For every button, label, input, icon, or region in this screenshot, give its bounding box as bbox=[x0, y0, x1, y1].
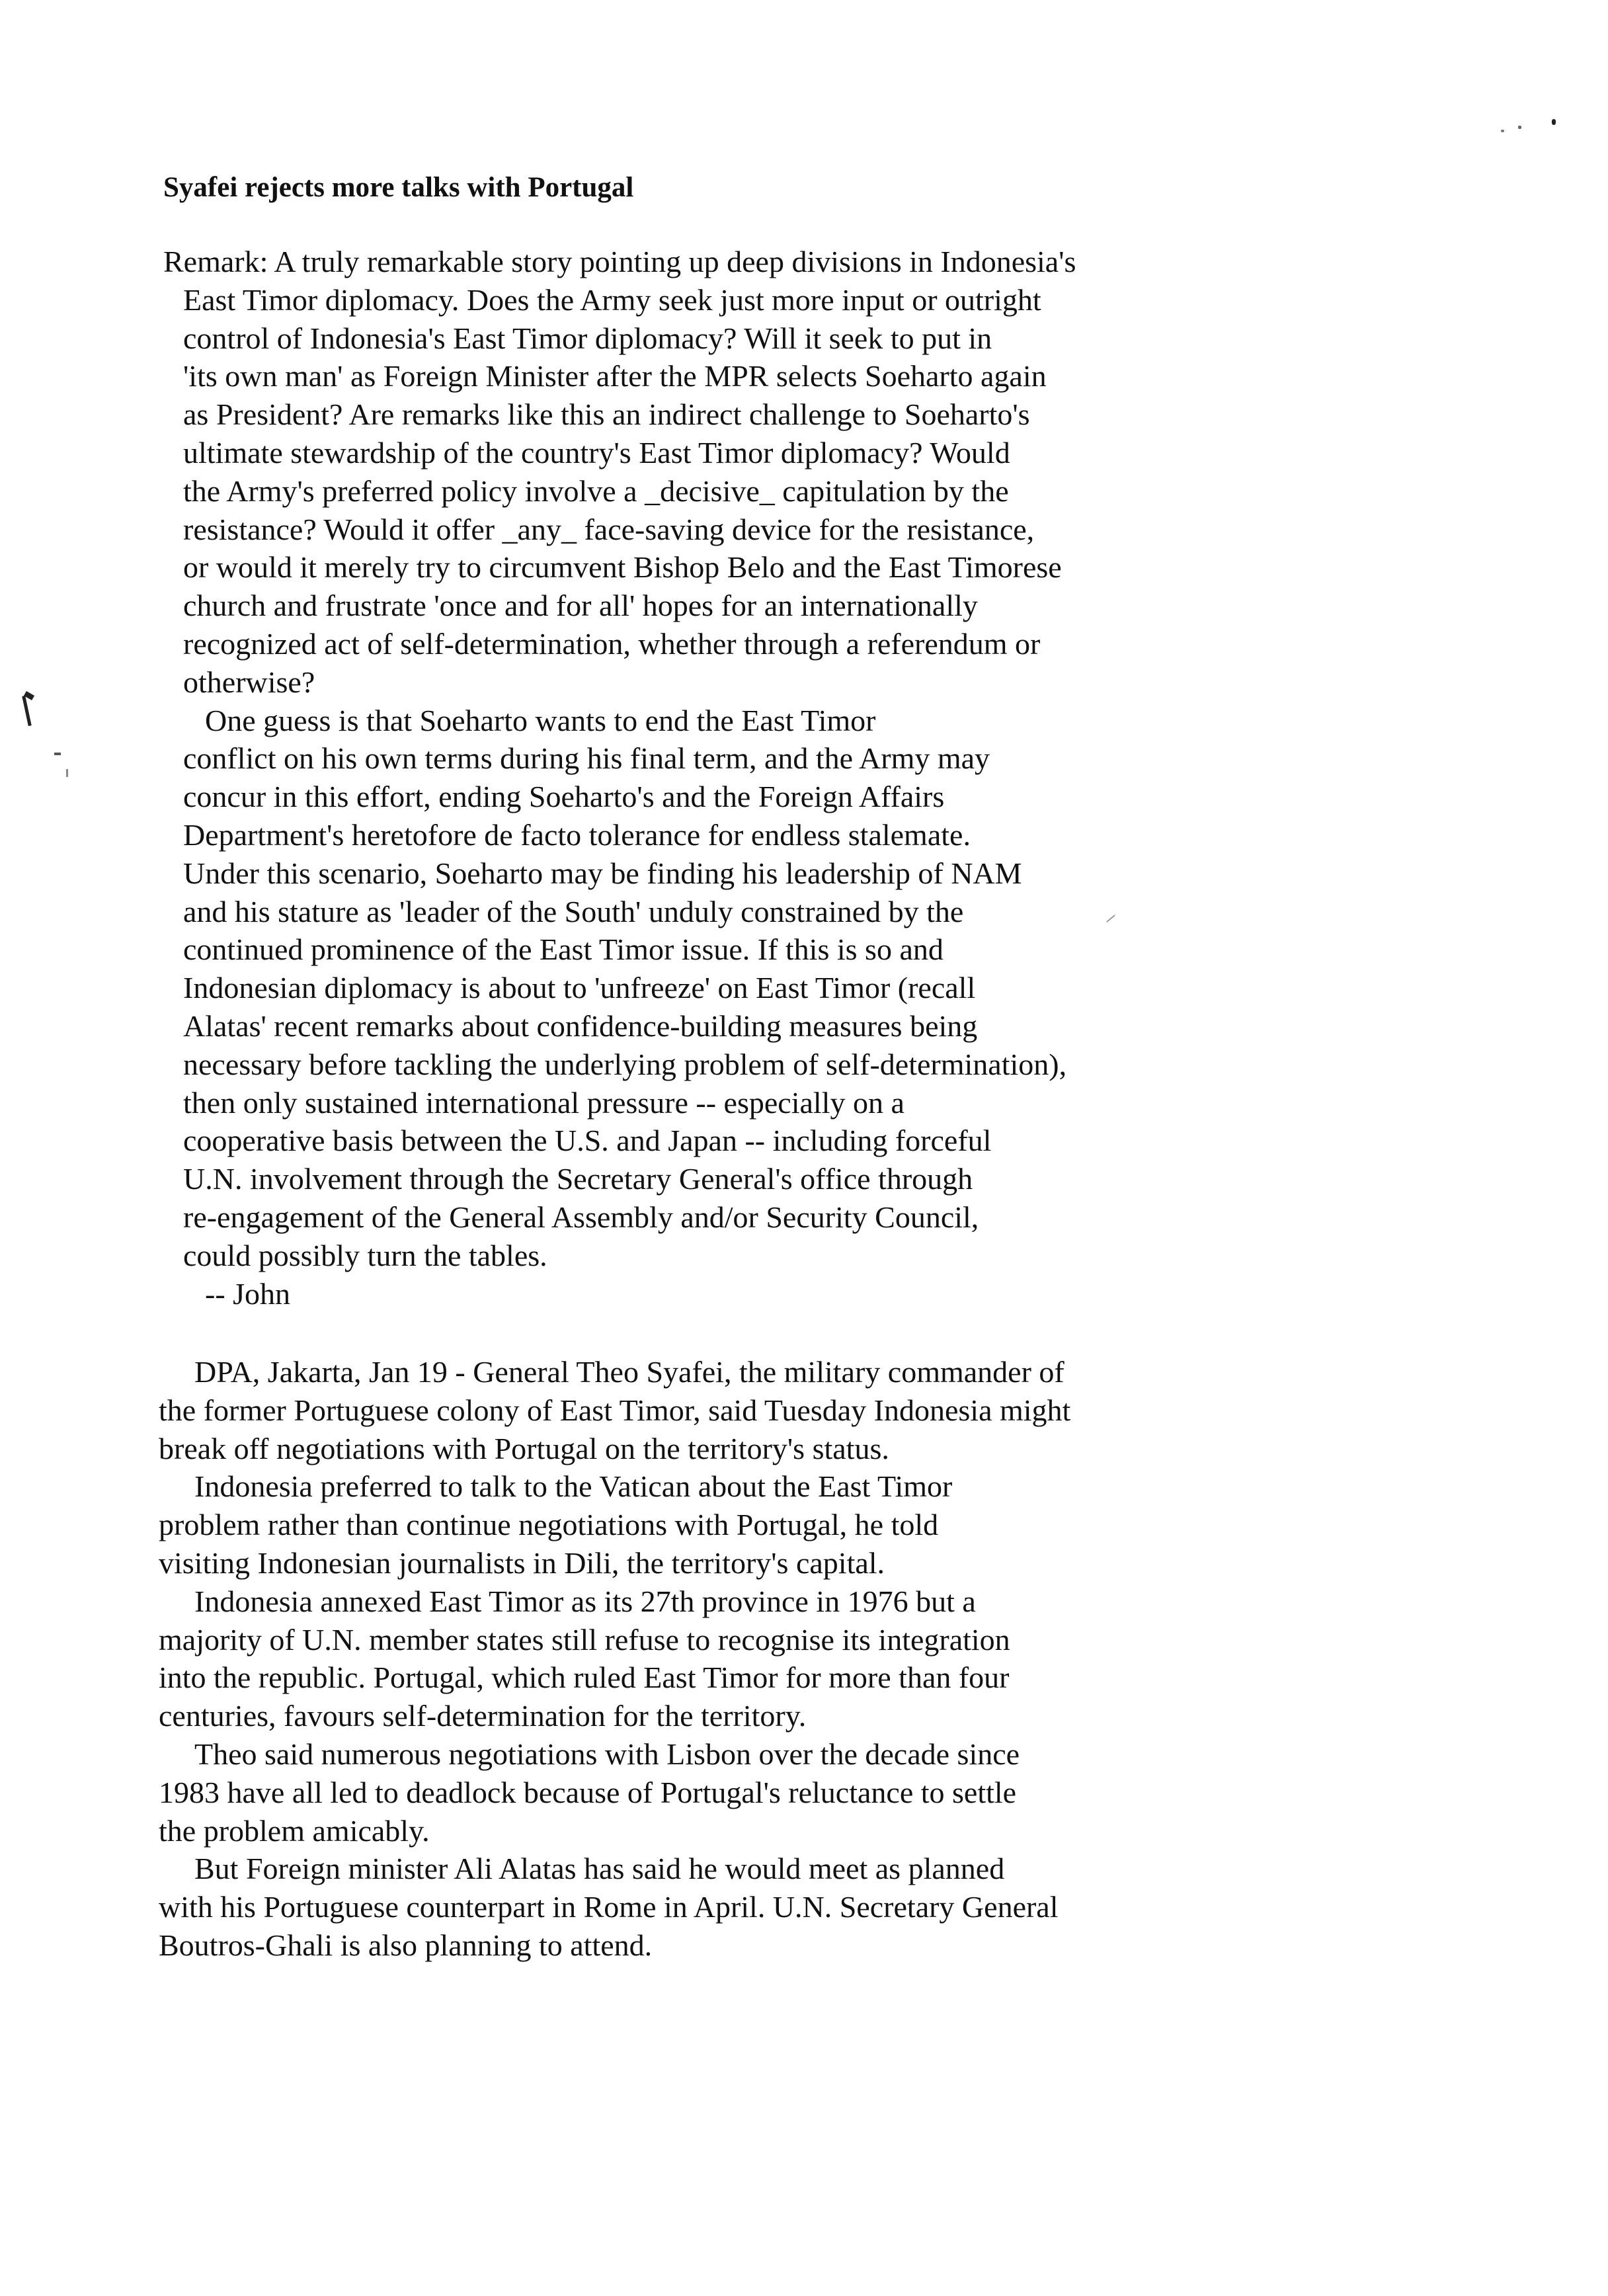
remark-line: One guess is that Soeharto wants to end the East Timor bbox=[205, 703, 876, 737]
article-line: But Foreign minister Ali Alatas has said he would meet as planned bbox=[194, 1852, 1005, 1886]
remark-line: resistance? Would it offer _any_ face-saving device for the resistance, bbox=[183, 512, 1035, 546]
article-line: with his Portuguese counterpart in Rome in April. U.N. Secretary General bbox=[159, 1890, 1059, 1924]
document-title: Syafei rejects more talks with Portugal bbox=[163, 172, 634, 203]
remark-line: concur in this effort, ending Soeharto's and the Foreign Affairs bbox=[183, 780, 945, 814]
article-line: majority of U.N. member states still refuse to recognise its integration bbox=[159, 1622, 1010, 1657]
scan-speck bbox=[1518, 126, 1521, 129]
scan-speck bbox=[66, 769, 68, 777]
remark-line: then only sustained international pressure -- especially on a bbox=[183, 1085, 904, 1120]
remark-line: Indonesian diplomacy is about to 'unfreeze' on East Timor (recall bbox=[183, 971, 976, 1005]
article-line: Theo said numerous negotiations with Lisbon over the decade since bbox=[194, 1737, 1020, 1771]
remark-line: U.N. involvement through the Secretary General's office through bbox=[183, 1162, 973, 1196]
remark-line: Alatas' recent remarks about confidence-building measures being bbox=[183, 1008, 978, 1043]
remark-line: Department's heretofore de facto tolerance for endless stalemate. bbox=[183, 817, 971, 852]
remark-block bbox=[163, 243, 1420, 1313]
remark-line: recognized act of self-determination, whether through a referendum or bbox=[183, 626, 1041, 661]
remark-line: 'its own man' as Foreign Minister after the MPR selects Soeharto again bbox=[183, 359, 1047, 393]
article-line: break off negotiations with Portugal on the territory's status. bbox=[159, 1431, 889, 1465]
scan-speck bbox=[22, 696, 31, 726]
article-line: Indonesia annexed East Timor as its 27th province in 1976 but a bbox=[194, 1584, 976, 1618]
article-line: visiting Indonesian journalists in Dili, the territory's capital. bbox=[159, 1545, 885, 1580]
remark-line: as President? Are remarks like this an indirect challenge to Soeharto's bbox=[183, 397, 1030, 432]
remark-line: and his stature as 'leader of the South' unduly constrained by the bbox=[183, 894, 964, 928]
remark-line: cooperative basis between the U.S. and Japan -- including forceful bbox=[183, 1124, 992, 1158]
article-line: centuries, favours self-determination for the territory. bbox=[159, 1699, 807, 1733]
news-article bbox=[159, 1353, 1428, 1965]
remark-line: conflict on his own terms during his final term, and the Army may bbox=[183, 741, 990, 776]
remark-line: East Timor diplomacy. Does the Army seek just more input or outright bbox=[183, 282, 1041, 317]
remark-line: necessary before tackling the underlying problem of self-determination), bbox=[183, 1047, 1067, 1081]
article-line: problem rather than continue negotiations with Portugal, he told bbox=[159, 1508, 939, 1542]
remark-line: could possibly turn the tables. bbox=[183, 1238, 547, 1272]
article-line: DPA, Jakarta, Jan 19 - General Theo Syafei, the military commander of bbox=[194, 1355, 1065, 1389]
remark-line: control of Indonesia's East Timor diplomacy? Will it seek to put in bbox=[183, 321, 992, 355]
article-line: the problem amicably. bbox=[159, 1813, 430, 1848]
signature-line: -- John bbox=[205, 1276, 291, 1311]
article-line: the former Portuguese colony of East Timor, said Tuesday Indonesia might bbox=[159, 1393, 1071, 1427]
remark-line: otherwise? bbox=[183, 665, 315, 699]
article-line: Indonesia preferred to talk to the Vatican about the East Timor bbox=[194, 1469, 953, 1504]
article-line: Boutros-Ghali is also planning to attend. bbox=[159, 1928, 653, 1962]
remark-line: church and frustrate 'once and for all' hopes for an internationally bbox=[183, 589, 978, 623]
article-line: into the republic. Portugal, which ruled East Timor for more than four bbox=[159, 1660, 1010, 1695]
remark-line: re-engagement of the General Assembly and/or Security Council, bbox=[183, 1200, 979, 1234]
article-line: 1983 have all led to deadlock because of Portugal's reluctance to settle bbox=[159, 1775, 1017, 1809]
scan-speck bbox=[1552, 119, 1556, 125]
remark-line: Under this scenario, Soeharto may be finding his leadership of NAM bbox=[183, 856, 1022, 890]
remark-line: or would it merely try to circumvent Bishop Belo and the East Timorese bbox=[183, 550, 1062, 585]
remark-line: Remark: A truly remarkable story pointing up deep divisions in Indonesia's bbox=[163, 245, 1076, 278]
scan-speck bbox=[1501, 130, 1504, 132]
remark-line: ultimate stewardship of the country's East Timor diplomacy? Would bbox=[183, 435, 1010, 470]
remark-line: continued prominence of the East Timor issue. If this is so and bbox=[183, 932, 944, 967]
scan-speck bbox=[54, 753, 61, 755]
remark-line: the Army's preferred policy involve a _decisive_ capitulation by the bbox=[183, 473, 1009, 508]
